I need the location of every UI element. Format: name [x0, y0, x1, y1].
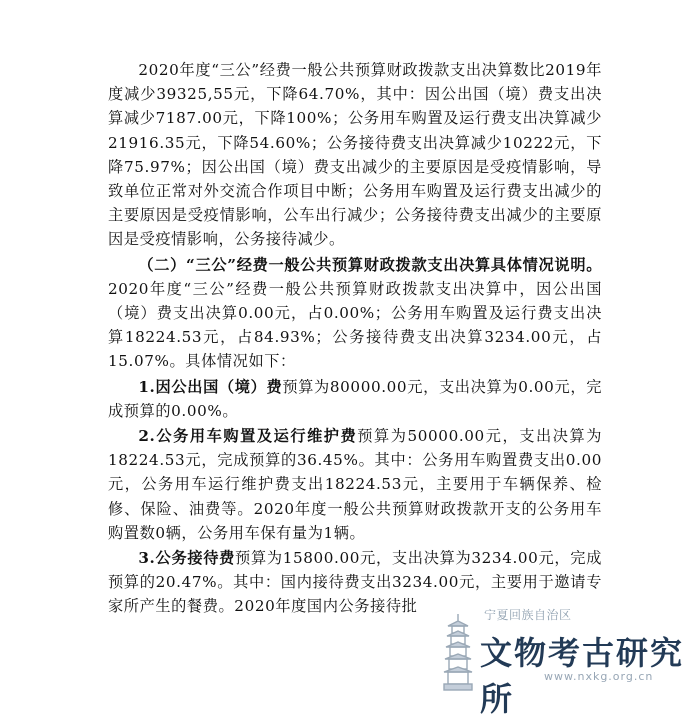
paragraph-overseas: [108, 375, 602, 423]
paragraph-summary: [108, 58, 602, 252]
item-heading-vehicles: 2.公务用车购置及运行维护费: [138, 427, 358, 446]
watermark-region: 宁夏回族自治区: [484, 608, 572, 622]
document-body: [108, 58, 602, 619]
pagoda-icon: [440, 612, 476, 698]
item-body-vehicles: 预算为50000.00元，支出决算为18224.53元，完成预算的36.45%。其中：公务用车购置费支出0.00元，公务用车运行维护费支出18224.53元，主要用于车辆保养、检修、保险、油费等。2020年度一般公共预算财政拨款开支的公务用车购置数0辆，公务用车保有量为1辆。: [108, 427, 602, 542]
item-body-overseas: 预算为80000.00元，支出决算为0.00元，完成预算的0.00%。: [108, 377, 602, 420]
item-body-reception: 预算为15800.00元，支出决算为3234.00元，完成预算的20.47%。其中：国内接待费支出3234.00元，主要用于邀请专家所产生的餐费。2020年度国内公务接待批: [108, 549, 602, 616]
paragraph-vehicles: [108, 424, 602, 545]
item-heading-overseas: 1.因公出国（境）费: [138, 377, 283, 396]
watermark: [440, 604, 700, 718]
section-heading: （二）“三公”经费一般公共预算财政拨款支出决算具体情况说明。: [138, 255, 602, 274]
watermark-title: 文物考古研究所: [480, 634, 685, 718]
paragraph-summary-text: 2020年度“三公”经费一般公共预算财政拨款支出决算数比2019年度减少39325,55元，下降64.70%，其中：因公出国（境）费支出决算减少7187.00元，下降100%；公务用车购置及运行费支出决算减少21916.35元，下降54.60%；公务接待费支出决算减少10222元，下降75.97%；因公出国（境）费支出减少的主要原因是受疫情影响，导致单位正常对外交流合作项目中断；公务用车购置及运行费支出减少的主要原因是受疫情影响，公车出行减少；公务接待费支出减少的主要原因是受疫情影响，公务接待减少。: [108, 61, 602, 249]
watermark-url: www.nxkg.org.cn: [544, 670, 654, 683]
section-body: 2020年度“三公”经费一般公共预算财政拨款支出决算中，因公出国（境）费支出决算0.00元，占0.00%；公务用车购置及运行费支出决算18224.53元，占84.93%；公务接待费支出决算3234.00元，占15.07%。具体情况如下：: [108, 279, 602, 371]
paragraph-details: [108, 253, 602, 374]
item-heading-reception: 3.公务接待费: [138, 549, 236, 568]
